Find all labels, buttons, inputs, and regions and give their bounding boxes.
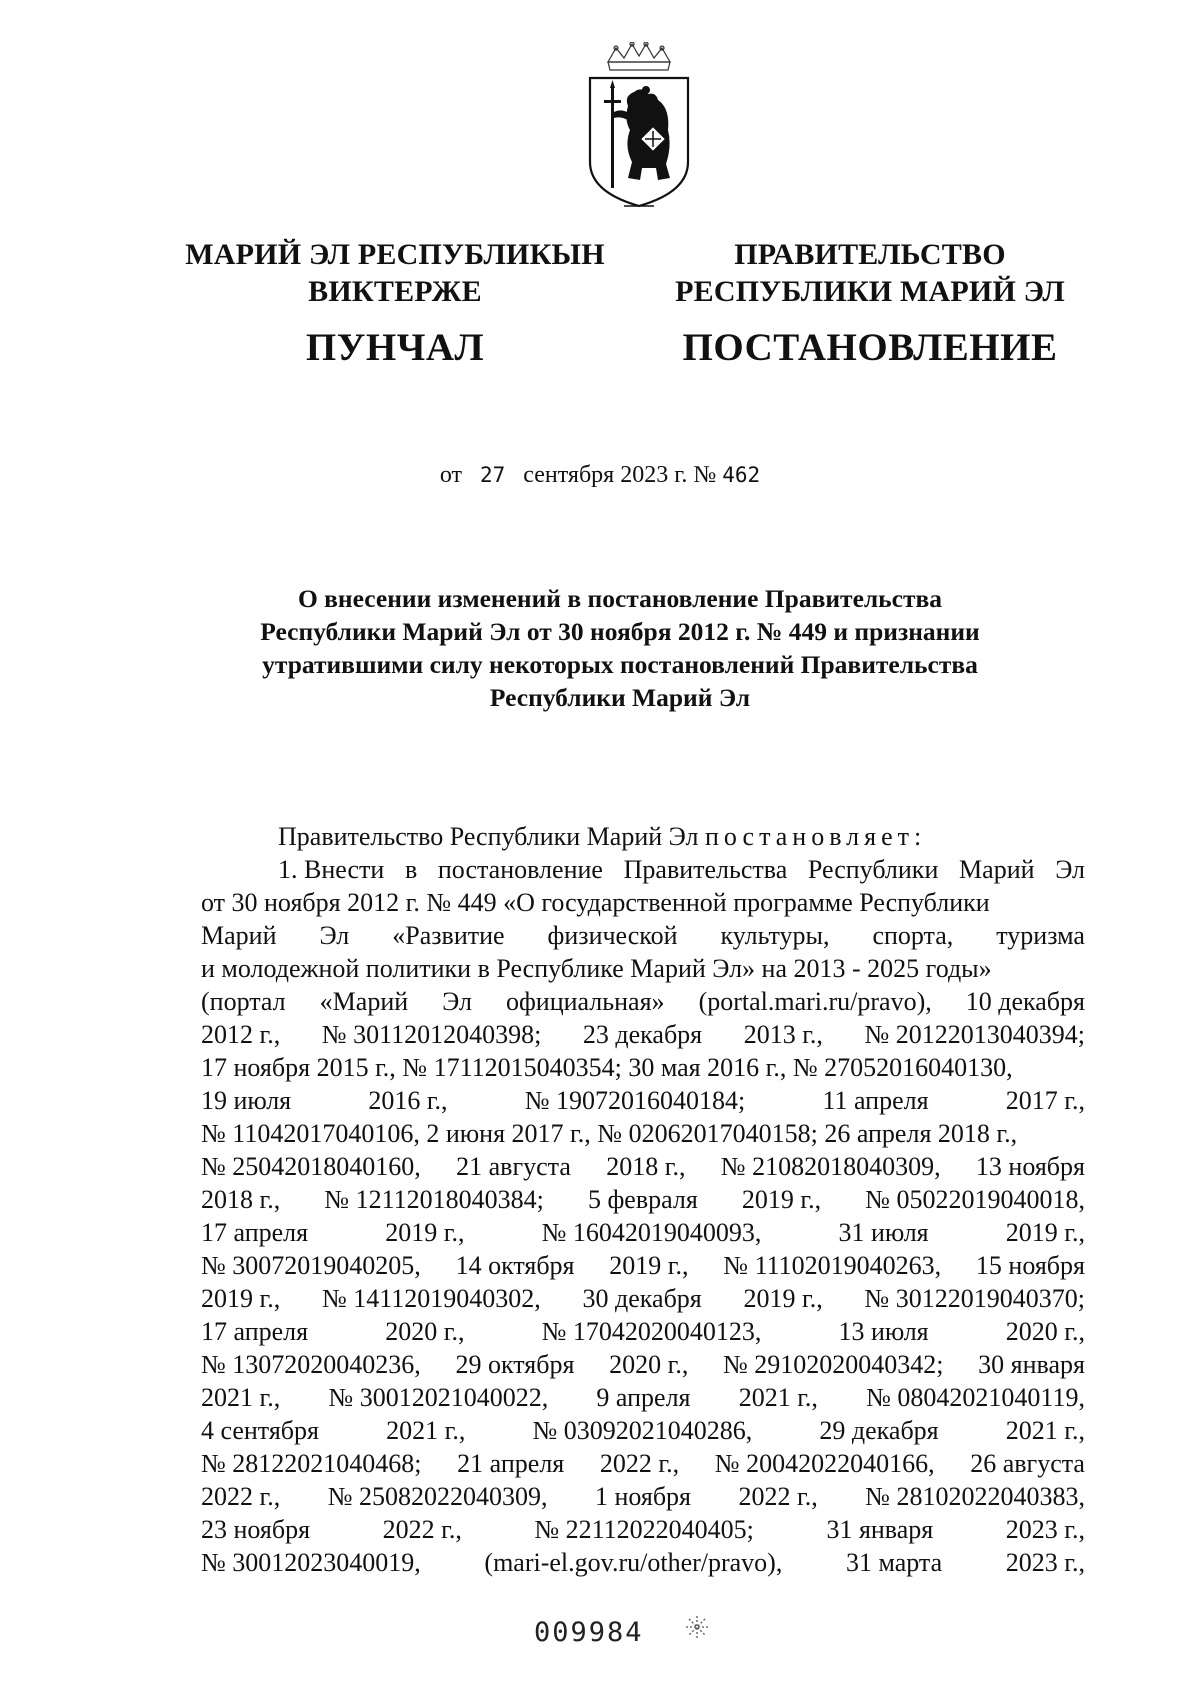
body-line: [201, 1117, 1085, 1150]
header-mari-line-2: ВИКТЕРЖЕ: [308, 275, 482, 308]
document-number: 462: [722, 463, 761, 487]
body-line-segment: 2020 г.,: [609, 1350, 689, 1379]
body-line-segment: 30 января: [978, 1350, 1085, 1379]
body-line-segment: (portal.mari.ru/pravo),: [698, 987, 932, 1016]
body-line-segment: официальная»: [505, 987, 665, 1016]
body-line-segment: № 22112022040405;: [534, 1515, 754, 1544]
body-line-segment: № 12112018040384;: [324, 1185, 544, 1214]
body-line-segment: культуры,: [720, 921, 830, 950]
body-line-segment: 2021 г.,: [738, 1383, 818, 1412]
body-line-segment: Республики: [807, 855, 939, 884]
body-line: [201, 1447, 1085, 1480]
body-line-segment: 1. Внести: [278, 855, 385, 884]
body-line-segment: № 25042018040160,: [201, 1152, 421, 1181]
body-line-segment: (портал: [201, 987, 286, 1016]
body-line-segment: 26 августа: [970, 1449, 1085, 1478]
body-line-segment: 2022 г.,: [201, 1482, 281, 1511]
header-mari-line-1: МАРИЙ ЭЛ РЕСПУБЛИКЫН: [185, 238, 605, 271]
body-line-segment: 2019 г.,: [609, 1251, 689, 1280]
body-line-segment: 2018 г.,: [201, 1185, 281, 1214]
body-line-segment: 1 ноября: [594, 1482, 692, 1511]
header-mari: [180, 236, 610, 372]
title-line: Республики Марий Эл от 30 ноября 2012 г. № 449 и признании: [260, 617, 980, 646]
body-line-segment: № 21082018040309,: [720, 1152, 941, 1181]
body-line-segment: № 19072016040184;: [524, 1086, 746, 1115]
body-line-segment: Эл: [442, 987, 472, 1016]
body-line-segment: 17 ноября 2015 г., № 17112015040354; 30 мая 2016 г., № 27052016040130,: [201, 1053, 1013, 1082]
asterisk-stamp-icon: [684, 1614, 710, 1640]
body-line-segment: 29 декабря: [819, 1416, 939, 1445]
header-russian: [660, 236, 1080, 372]
body-line: [201, 1348, 1085, 1381]
date-day: 27: [480, 463, 506, 487]
body-line-segment: 2020 г.,: [385, 1317, 465, 1346]
body-line-segment: в: [404, 855, 418, 884]
coat-of-arms-emblem: [584, 42, 694, 210]
body-line-segment: 2019 г.,: [743, 1284, 823, 1313]
body-line-segment: № 11102019040263,: [723, 1251, 942, 1280]
body-line-segment: 2022 г.,: [599, 1449, 680, 1478]
body-line-segment: № 20122013040394;: [864, 1020, 1085, 1049]
body-line-segment: 17 апреля: [201, 1218, 309, 1247]
body-line: [201, 1183, 1085, 1216]
body-line-segment: 15 ноября: [975, 1251, 1085, 1280]
date-month-year: сентября 2023 г. №: [523, 462, 717, 488]
body-line-segment: 21 августа: [456, 1152, 571, 1181]
body-line-segment: Правительства: [623, 855, 788, 884]
body-line-segment: 5 февраля: [587, 1185, 698, 1214]
header-russian-line-2: РЕСПУБЛИКИ МАРИЙ ЭЛ: [675, 275, 1065, 308]
body-line-segment: 13 июля: [838, 1317, 929, 1346]
body-line: [201, 1480, 1085, 1513]
body-line-segment: 2019 г.,: [1005, 1218, 1085, 1247]
body-line-segment: 10 декабря: [965, 987, 1085, 1016]
title-line: О внесении изменений в постановление Правительства: [297, 584, 943, 613]
body-line: [201, 1249, 1085, 1282]
body-line-segment: спорта,: [872, 921, 954, 950]
body-line: [201, 1216, 1085, 1249]
body-line-segment: 14 октября: [455, 1251, 575, 1280]
body-line-segment: 23 декабря: [582, 1020, 703, 1049]
body-line-segment: Марий: [201, 921, 277, 950]
body-line-segment: № 28102022040383,: [865, 1482, 1085, 1511]
document-title: [180, 582, 1060, 714]
body-line-segment: 19 июля: [201, 1086, 292, 1115]
document-body: [201, 820, 1085, 1579]
body-line-segment: № 25082022040309,: [327, 1482, 548, 1511]
body-line-segment: № 13072020040236,: [201, 1350, 421, 1379]
body-line-segment: 2022 г.,: [738, 1482, 818, 1511]
body-line-segment: № 16042019040093,: [541, 1218, 762, 1247]
body-line-segment: № 30012021040022,: [328, 1383, 549, 1412]
body-line: [201, 1315, 1085, 1348]
body-line-segment: 23 ноября: [201, 1515, 311, 1544]
body-line-segment: туризма: [996, 921, 1085, 950]
body-line-segment: 2021 г.,: [201, 1383, 281, 1412]
body-line-segment: 2019 г.,: [201, 1284, 281, 1313]
body-line-segment: № 30112012040398;: [321, 1020, 542, 1049]
body-line: [201, 1381, 1085, 1414]
body-line-segment: Эл: [1055, 855, 1085, 884]
preamble-text: Правительство Республики Марий Эл: [278, 822, 705, 851]
body-line-segment: № 17042020040123,: [541, 1317, 762, 1346]
body-line-segment: 2023 г.,: [1005, 1515, 1085, 1544]
body-line-segment: № 14112019040302,: [321, 1284, 541, 1313]
body-line-segment: 2019 г.,: [385, 1218, 465, 1247]
preamble-decree-word: постановляет:: [704, 822, 927, 851]
body-line-segment: 2013 г.,: [743, 1020, 823, 1049]
body-line-segment: 31 марта: [845, 1548, 943, 1577]
body-line-segment: постановление: [437, 855, 603, 884]
body-line-segment: 9 апреля: [596, 1383, 691, 1412]
body-line-segment: № 30072019040205,: [201, 1251, 421, 1280]
body-line-segment: 13 ноября: [975, 1152, 1085, 1181]
body-line-segment: № 05022019040018,: [865, 1185, 1085, 1214]
body-line-segment: Эл: [319, 921, 350, 950]
body-line: [201, 1513, 1085, 1546]
body-line-segment: 11 апреля: [822, 1086, 929, 1115]
body-line: [201, 1150, 1085, 1183]
body-line-segment: 2017 г.,: [1005, 1086, 1085, 1115]
body-line-segment: 2020 г.,: [1005, 1317, 1085, 1346]
body-line-segment: 2023 г.,: [1005, 1548, 1085, 1577]
date-prefix: от: [439, 462, 462, 488]
body-line-segment: 2021 г.,: [386, 1416, 466, 1445]
body-line-segment: физической: [547, 921, 678, 950]
body-line-segment: 2021 г.,: [1005, 1416, 1085, 1445]
body-line: [201, 853, 1085, 886]
body-line: [201, 1546, 1085, 1579]
document-dateline: [0, 462, 1200, 489]
header-russian-line-1: ПРАВИТЕЛЬСТВО: [734, 238, 1006, 271]
body-line: [201, 1414, 1085, 1447]
body-line: [201, 952, 1085, 985]
body-line-segment: 2019 г.,: [741, 1185, 822, 1214]
body-line-segment: (mari-el.gov.ru/other/pravo),: [484, 1548, 783, 1577]
body-line-segment: от 30 ноября 2012 г. № 449 «О государственной программе Республики: [201, 888, 990, 917]
body-line-segment: № 29102020040342;: [722, 1350, 944, 1379]
body-line: [201, 1018, 1085, 1051]
body-line-segment: 31 января: [826, 1515, 934, 1544]
body-line-segment: 21 апреля: [457, 1449, 565, 1478]
body-line-segment: 29 октября: [455, 1350, 575, 1379]
body-line-segment: № 20042022040166,: [714, 1449, 935, 1478]
body-line: [201, 919, 1085, 952]
body-line-segment: и молодежной политики в Республике Марий Эл» на 2013 - 2025 годы»: [201, 954, 992, 983]
header-russian-doctype: ПОСТАНОВЛЕНИЕ: [682, 326, 1058, 369]
body-line-segment: № 30122019040370;: [864, 1284, 1085, 1313]
body-line-segment: 2012 г.,: [201, 1020, 281, 1049]
body-line-segment: 4 сентября: [201, 1416, 319, 1445]
body-line-segment: № 08042021040119,: [866, 1383, 1085, 1412]
body-line-segment: «Развитие: [392, 921, 505, 950]
body-line-segment: 2022 г.,: [382, 1515, 462, 1544]
body-line-segment: № 11042017040106, 2 июня 2017 г., № 02062017040158; 26 апреля 2018 г.,: [201, 1119, 1018, 1148]
preamble: [201, 820, 1085, 853]
title-line: утратившими силу некоторых постановлений Правительства: [262, 650, 978, 679]
body-line: [201, 1051, 1085, 1084]
body-line-segment: № 03092021040286,: [532, 1416, 753, 1445]
header-mari-doctype: ПУНЧАЛ: [305, 326, 485, 369]
body-line-segment: 30 декабря: [582, 1284, 702, 1313]
body-line-segment: 17 апреля: [201, 1317, 309, 1346]
title-line: Республики Марий Эл: [489, 683, 751, 712]
body-line-segment: № 28122021040468;: [201, 1449, 422, 1478]
body-line-segment: 2018 г.,: [606, 1152, 686, 1181]
body-line: [201, 985, 1085, 1018]
body-line-segment: Марий: [959, 855, 1035, 884]
body-line-segment: «Марий: [319, 987, 409, 1016]
body-line: [201, 1282, 1085, 1315]
body-line: [201, 1084, 1085, 1117]
body-line-segment: 2016 г.,: [368, 1086, 448, 1115]
body-line-segment: № 30012023040019,: [201, 1548, 421, 1577]
body-line-segment: 31 июля: [838, 1218, 929, 1247]
serial-stamp: 009984: [534, 1617, 644, 1648]
body-lines: [201, 853, 1085, 1579]
body-line: [201, 886, 1085, 919]
